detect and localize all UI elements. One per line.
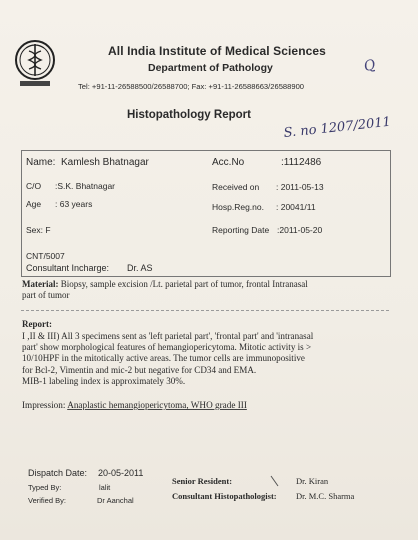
sex-value: Sex: F xyxy=(26,225,51,235)
cnt-value: CNT/5007 xyxy=(26,251,65,261)
consultant-label: Consultant Incharge: xyxy=(26,263,110,273)
hosp-value: : 20041/11 xyxy=(276,202,316,212)
co-label: C/O xyxy=(26,181,42,191)
material-label: Material: xyxy=(22,279,59,289)
age-label: Age xyxy=(26,199,42,209)
verified-label: Verified By: xyxy=(28,496,66,505)
co-value: :S.K. Bhatnagar xyxy=(55,181,116,191)
patient-info-box xyxy=(21,150,391,277)
contact-line: Tel: +91-11-26588500/26588700; Fax: +91-11-26588663/26588900 xyxy=(78,82,305,91)
report-line: 10/10HPF in the mitotically active areas. The tumor cells are immunopositive xyxy=(22,353,305,364)
reporting-label: Reporting Date xyxy=(212,225,270,235)
impression-text: Anaplastic hemangiopericytoma, WHO grade III xyxy=(67,400,247,410)
verified-value: Dr Aanchal xyxy=(97,496,134,505)
section-divider xyxy=(21,310,389,311)
report-line: MIB-1 labeling index is approximately 30%. xyxy=(22,375,186,386)
senior-resident-name: Dr. Kiran xyxy=(296,476,329,486)
typed-value: lalit xyxy=(99,483,111,492)
reporting-value: :2011-05-20 xyxy=(277,225,323,235)
consultant-histopath-label: Consultant Histopathologist: xyxy=(172,491,277,501)
material-line2: part of tumor xyxy=(22,290,70,300)
received-value: : 2011-05-13 xyxy=(276,182,324,192)
report-title: Histopathology Report xyxy=(127,109,251,121)
report-line: I ,II & III) All 3 specimens sent as 'left parietal part', 'frontal part' and 'intranasal xyxy=(22,331,314,341)
consultant-histopath-name: Dr. M.C. Sharma xyxy=(296,491,355,501)
signature-stroke-icon xyxy=(268,474,282,488)
institute-name: All India Institute of Medical Sciences xyxy=(108,44,326,58)
dispatch-label: Dispatch Date: xyxy=(28,468,88,478)
report-heading: Report: xyxy=(22,319,52,329)
material-text: Biopsy, sample excision /Lt. parietal part of tumor, frontal Intranasal xyxy=(60,279,308,289)
report-body xyxy=(22,331,390,387)
name-label: Name: xyxy=(26,157,56,168)
material-line1 xyxy=(22,279,390,290)
received-label: Received on xyxy=(212,182,260,192)
consultant-value: Dr. AS xyxy=(127,263,153,273)
handwritten-serial: S. no 1207/2011 xyxy=(283,114,392,141)
patient-name: Kamlesh Bhatnagar xyxy=(61,157,149,168)
handwritten-corner-mark: Q xyxy=(362,56,378,76)
hosp-label: Hosp.Reg.no. xyxy=(212,202,264,212)
typed-label: Typed By: xyxy=(28,483,62,492)
impression-label: Impression: xyxy=(22,400,66,410)
impression-line xyxy=(22,400,247,410)
acc-number: :1112486 xyxy=(281,157,322,168)
dispatch-date: 20-05-2011 xyxy=(98,468,144,478)
report-line: part' show morphological features of hemangiopericytoma. Mitotic activity is > xyxy=(22,342,312,353)
senior-resident-label: Senior Resident: xyxy=(172,476,233,486)
acc-label: Acc.No xyxy=(212,157,245,168)
department-name: Department of Pathology xyxy=(148,62,273,74)
aiims-logo-icon xyxy=(12,38,58,90)
age-value: : 63 years xyxy=(55,199,93,209)
report-line: for Bcl-2, Vimentin and mic-2 but negative for CD34 and EMA. xyxy=(22,364,257,375)
